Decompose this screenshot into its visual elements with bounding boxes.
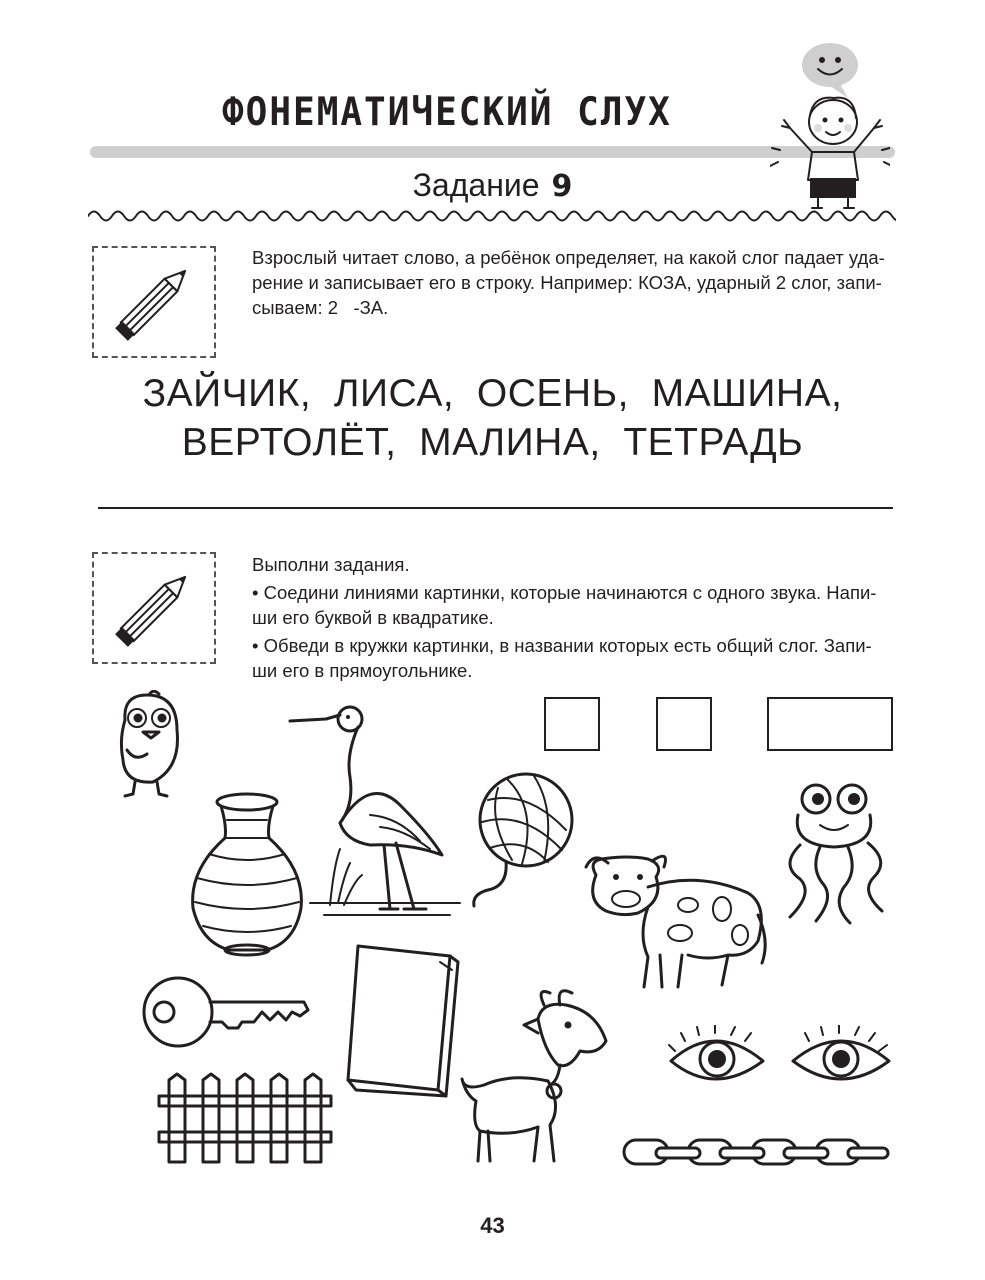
- task-title: [0, 167, 985, 204]
- answer-square-2[interactable]: [656, 697, 712, 751]
- book-picture[interactable]: [340, 940, 465, 1100]
- pencil-icon-box: [92, 246, 216, 358]
- goat-picture[interactable]: [450, 985, 620, 1170]
- answer-rectangle[interactable]: [767, 697, 893, 751]
- speech-bubble-icon: [802, 43, 858, 98]
- answer-square-1[interactable]: [544, 697, 600, 751]
- pencil-icon-box: [92, 552, 216, 664]
- wave-divider: [88, 205, 896, 227]
- instruction-line: сываем: 2 -ЗА.: [252, 297, 389, 318]
- pencil-icon: [94, 554, 214, 662]
- chick-picture[interactable]: [105, 690, 195, 802]
- instruction-line: • Обведи в кружки картинки, в названии которых есть общий слог. Запи-: [252, 635, 872, 656]
- key-picture[interactable]: [138, 970, 313, 1052]
- cow-picture[interactable]: [578, 845, 773, 995]
- section-title: ФОНЕМАТИЧЕСКИЙ СЛУХ: [222, 89, 672, 136]
- instruction-line: Взрослый читает слово, а ребёнок определяет, на какой слог падает уда-: [252, 247, 885, 268]
- instruction-line: ши его буквой в квадратике.: [252, 607, 494, 628]
- pencil-icon: [94, 248, 214, 356]
- fence-picture[interactable]: [155, 1070, 335, 1165]
- eyes-picture[interactable]: [665, 1025, 895, 1095]
- words-line-2: ВЕРТОЛЁТ, МАЛИНА, ТЕТРАДЬ: [181, 421, 804, 464]
- instruction-line: ши его в прямоугольнике.: [252, 660, 473, 681]
- page-number: 43: [480, 1213, 505, 1238]
- instruction-intro: Выполни задания.: [252, 554, 410, 575]
- instruction-line: • Соедини линиями картинки, которые начинаются с одного звука. Напи-: [252, 582, 877, 603]
- task-label: Задание: [412, 167, 540, 203]
- answer-line: [98, 507, 893, 509]
- instruction-line: рение и записывает его в строку. Например: КОЗА, ударный 2 слог, запи-: [252, 272, 882, 293]
- chain-picture[interactable]: [620, 1128, 892, 1178]
- words-line-1: ЗАЙЧИК, ЛИСА, ОСЕНЬ, МАШИНА,: [142, 372, 843, 415]
- ball-of-yarn-picture[interactable]: [468, 770, 580, 915]
- task-number: 9: [551, 169, 573, 204]
- task2-instruction: [252, 552, 892, 683]
- heron-picture[interactable]: [280, 705, 470, 925]
- task1-instruction: [252, 245, 892, 320]
- vase-picture[interactable]: [185, 790, 305, 965]
- jellyfish-picture[interactable]: [770, 775, 900, 930]
